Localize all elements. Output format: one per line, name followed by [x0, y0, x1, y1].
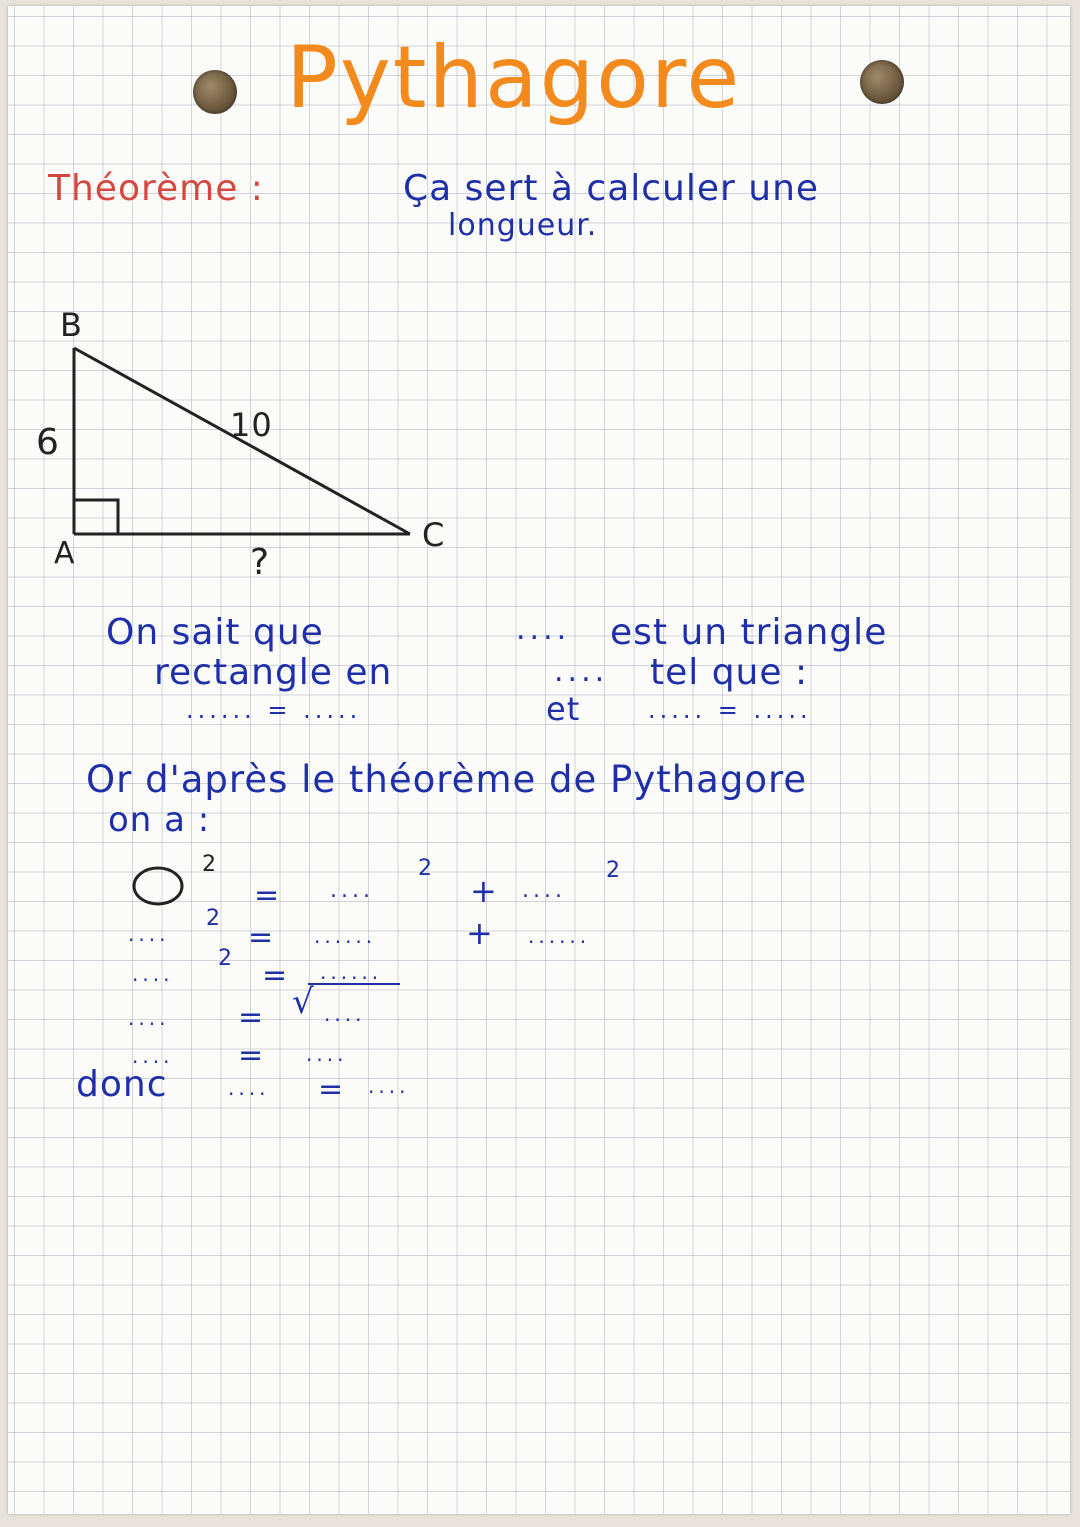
given-line2-end: tel que : [650, 652, 809, 693]
given-line3-mid: et [546, 690, 581, 728]
side-bc-length: 10 [230, 406, 273, 444]
eq2-term1: ...... [314, 924, 377, 948]
theorem-definition-line1: Ça sert à calculer une [403, 168, 820, 209]
eq4-equals: = [238, 1000, 265, 1035]
given-line2-start: rectangle en [154, 652, 393, 693]
conclusion-label: donc [76, 1064, 168, 1105]
eq1-term1: .... [330, 878, 374, 903]
pythagore-intro-line1: Or d'après le théorème de Pythagore [86, 758, 808, 801]
equation-marks [8, 6, 1070, 1514]
given-line3-left: ...... = ..... [186, 696, 362, 724]
eq1-plus: + [470, 872, 498, 910]
eq4-radicand: .... [324, 1002, 366, 1026]
eq2-equals: = [248, 920, 275, 955]
notebook-page [8, 6, 1070, 1514]
given-line3-right: ..... = ..... [648, 696, 812, 724]
given-line1-end: est un triangle [610, 612, 888, 653]
vertex-b-label: B [60, 306, 83, 344]
eq5-equals: = [238, 1038, 265, 1073]
side-ab-length: 6 [36, 422, 60, 463]
eq1-term1-square: 2 [418, 856, 433, 881]
eq2-plus: + [466, 914, 494, 952]
eq4-left: .... [128, 1006, 170, 1030]
given-line1-start: On sait que [106, 612, 324, 653]
page-title: Pythagore [286, 28, 742, 128]
eq1-square: 2 [202, 852, 217, 877]
given-line2-dots: .... [554, 654, 609, 689]
side-ac-unknown: ? [250, 542, 271, 583]
conclusion-equals: = [318, 1072, 345, 1107]
eq1-term2: .... [522, 878, 566, 903]
conclusion-right: .... [368, 1074, 410, 1098]
eq2-left: .... [128, 922, 170, 946]
conclusion-left: .... [228, 1076, 270, 1100]
eq3-square: 2 [218, 946, 233, 971]
eq1-term2-square: 2 [606, 858, 621, 883]
eq3-left: .... [132, 962, 174, 986]
theorem-definition-line2: longueur. [448, 208, 598, 243]
eq3-equals: = [262, 958, 289, 993]
eq2-term2: ...... [528, 924, 591, 948]
theorem-label: Théorème : [48, 168, 264, 209]
eq2-square: 2 [206, 906, 221, 931]
vertex-c-label: C [422, 516, 446, 554]
eq5-right: .... [306, 1042, 348, 1066]
eq3-right: ...... [320, 960, 383, 984]
blank-circle-icon [134, 868, 182, 904]
given-line1-dots: .... [516, 612, 571, 647]
eq1-equals: = [254, 878, 281, 913]
eq5-left: .... [132, 1044, 174, 1068]
vertex-a-label: A [54, 536, 76, 571]
eq4-sqrt-icon: √ [292, 982, 315, 1022]
pythagore-intro-line2: on a : [108, 800, 211, 840]
